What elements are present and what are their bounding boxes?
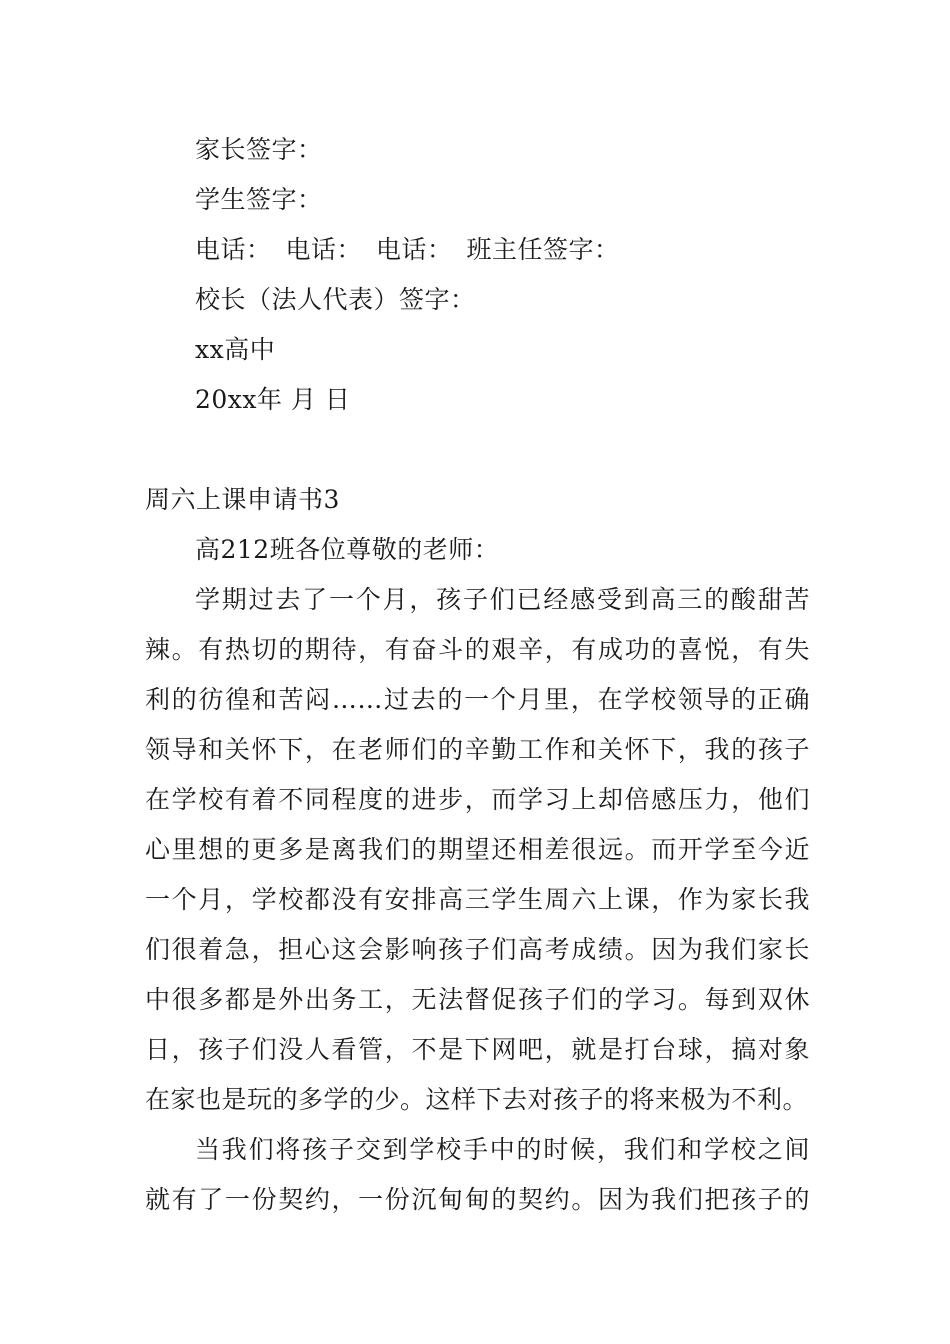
paragraph-line: 就有了一份契约，一份沉甸甸的契约。因为我们把孩子的	[145, 1185, 810, 1214]
school-name: xx高中	[195, 335, 276, 364]
phone-label-2: 电话：	[285, 235, 363, 264]
paragraph-line: 们很着急，担心这会影响孩子们高考成绩。因为我们家长	[145, 935, 810, 964]
paragraph-line: 心里想的更多是离我们的期望还相差很远。而开学至今近	[145, 835, 810, 864]
paragraph-line: 在学校有着不同程度的进步，而学习上却倍感压力，他们	[145, 785, 810, 814]
phone-label-1: 电话：	[195, 235, 272, 264]
paragraph-line: 学期过去了一个月，孩子们已经感受到高三的酸甜苦	[195, 585, 810, 614]
phone-label-3: 电话：	[376, 235, 453, 264]
student-signature-line: 学生签字：	[195, 185, 323, 214]
phone-signature-row	[195, 235, 860, 265]
paragraph-line: 辣。有热切的期待，有奋斗的艰辛，有成功的喜悦，有失	[145, 635, 810, 664]
principal-signature-line: 校长（法人代表）签字：	[195, 285, 476, 314]
parent-signature-line: 家长签字：	[195, 135, 323, 164]
paragraph-line: 一个月，学校都没有安排高三学生周六上课，作为家长我	[145, 885, 810, 914]
paragraph-line: 中很多都是外出务工，无法督促孩子们的学习。每到双休	[145, 985, 810, 1014]
paragraph-line: 在家也是玩的多学的少。这样下去对孩子的将来极为不利。	[145, 1085, 809, 1114]
date-line: 20xx年 月 日	[195, 385, 351, 414]
paragraph-line: 领导和关怀下，在老师们的辛勤工作和关怀下，我的孩子	[145, 735, 810, 764]
letter-salutation: 高212班各位尊敬的老师：	[195, 535, 500, 564]
paragraph-line: 日，孩子们没人看管，不是下网吧，就是打台球，搞对象	[145, 1035, 810, 1064]
letter-title: 周六上课申请书3	[145, 485, 340, 514]
paragraph-line: 当我们将孩子交到学校手中的时候，我们和学校之间	[195, 1135, 810, 1164]
paragraph-line: 利的彷徨和苦闷……过去的一个月里，在学校领导的正确	[145, 685, 810, 714]
head-teacher-signature-label: 班主任签字：	[466, 235, 620, 264]
